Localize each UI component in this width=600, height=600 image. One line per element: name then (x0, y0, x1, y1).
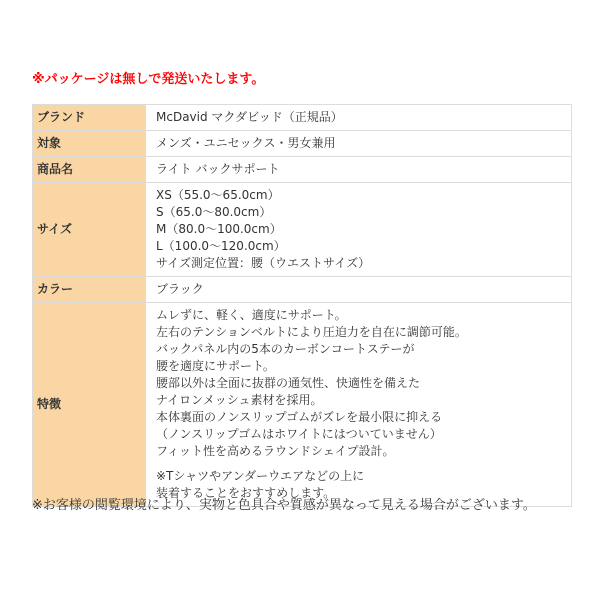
spec-value (146, 277, 572, 303)
spec-value-line: 左右のテンションベルトにより圧迫力を自在に調節可能。 (156, 325, 467, 339)
spec-label: カラー (33, 277, 146, 303)
spec-value-line: バックパネル内の5本のカーボンコートステーが (156, 342, 415, 356)
spec-row-features (33, 303, 572, 507)
spec-value-gap (156, 460, 571, 468)
spec-value-line: ライト バックサポート (156, 162, 280, 176)
spec-value-line: サイズ測定位置：腰（ウエストサイズ） (156, 256, 371, 270)
package-notice: ※パッケージは無しで発送いたします。 (32, 72, 265, 87)
spec-value-line: M（80.0〜100.0cm） (156, 222, 282, 236)
spec-value-line: ※Tシャツやアンダーウエアなどの上に (156, 469, 365, 483)
spec-value-line: ナイロンメッシュ素材を採用。 (156, 393, 323, 407)
spec-row-size (33, 183, 572, 277)
spec-value (146, 157, 572, 183)
spec-label: 対象 (33, 131, 146, 157)
product-spec-table (32, 104, 572, 507)
spec-row-brand (33, 105, 572, 131)
spec-value (146, 131, 572, 157)
spec-value-line: ブラック (156, 282, 204, 296)
display-disclaimer: ※お客様の閲覧環境により、実物と色具合や質感が異なって見える場合がございます。 (32, 498, 536, 513)
spec-value-line: 腰部以外は全面に抜群の通気性、快適性を備えた (156, 376, 421, 390)
spec-label: ブランド (33, 105, 146, 131)
spec-row-target (33, 131, 572, 157)
spec-label: 商品名 (33, 157, 146, 183)
spec-label: 特徴 (33, 303, 146, 507)
spec-value-line: フィット性を高めるラウンドシェイプ設計。 (156, 444, 395, 458)
spec-label: サイズ (33, 183, 146, 277)
spec-row-product-name (33, 157, 572, 183)
spec-value-line: （ノンスリップゴムはホワイトにはついていません） (156, 427, 442, 441)
spec-value-line: 腰を適度にサポート。 (156, 359, 275, 373)
spec-value (146, 183, 572, 277)
spec-value (146, 105, 572, 131)
spec-value (146, 303, 572, 507)
spec-value-line: McDavid マクダビッド（正規品） (156, 110, 343, 124)
spec-value-line: ムレずに、軽く、適度にサポート。 (156, 308, 347, 322)
spec-value-line: L（100.0〜120.0cm） (156, 239, 286, 253)
spec-value-line: 装着することをおすすめします。 (156, 486, 336, 500)
spec-value-line: S（65.0〜80.0cm） (156, 205, 272, 219)
spec-row-color (33, 277, 572, 303)
spec-value-line: XS（55.0〜65.0cm） (156, 188, 280, 202)
spec-value-line: メンズ・ユニセックス・男女兼用 (156, 136, 336, 150)
spec-value-line: 本体裏面のノンスリップゴムがズレを最小限に抑える (156, 410, 443, 424)
